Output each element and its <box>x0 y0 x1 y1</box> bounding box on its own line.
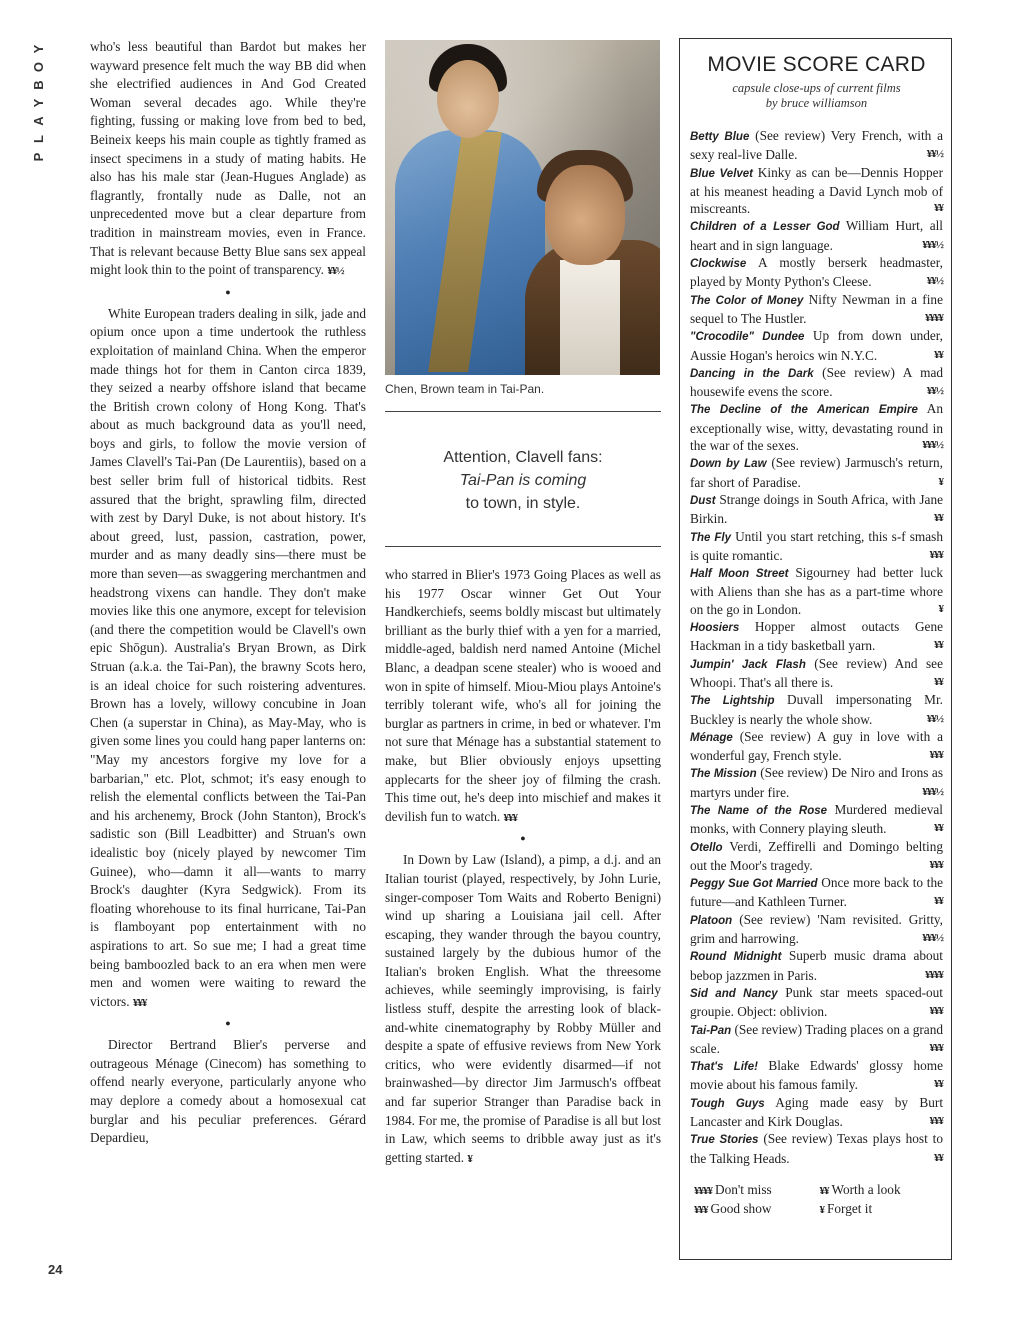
film-blurb: Aging made easy by Burt Lancaster and Kirk Douglas. <box>690 1094 944 1130</box>
score-card-entry <box>690 947 943 984</box>
score-card-entry <box>690 874 943 911</box>
article-paragraph: who's less beautiful than Bardot but makes her wayward presence felt much the way BB did when she electrified audiences in And God Created Woman several decades ago. While they're fighting, fussing or making love from bed to bed, Beineix keeps his main couple as tightly framed as insect specimens in a study of mating habits. He also has his male star (Jean-Hugues Anglade) as flagrantly, frontally nude as Dalle, not an unprecedented move but a clear departure from tradition in mainstream movies, even in France. That is relevant because Betty Blue sans sex appeal might look thin to the point of transparency. ¥¥½ <box>90 39 366 278</box>
photo-caption: Chen, Brown team in Tai-Pan. <box>385 382 545 396</box>
rating-stars: ¥¥ <box>934 639 943 652</box>
magazine-letter: B <box>31 80 46 90</box>
film-title: Round Midnight <box>690 951 782 964</box>
rating-stars: ¥¥½ <box>327 265 344 278</box>
film-title: The Color of Money <box>690 294 804 307</box>
article-paragraph: In Down by Law (Island), a pimp, a d.j. and an Italian tourist (played, respectively, by John Lurie, singer-composer Tom Waits and Roberto Benigni) wind up sharing a Louisiana jail cell. After escaping, they wander through the bayou country, sustained largely by the dubious humor of the Italian's broken English. What the threesome achieves, while seemingly improvising, is fairly listless stuff, despite the arresting look of black-and-white cinematography by Robby Müller and despite a spate of effusive reviews from New York critics, who were evidently disarmed—if not brainwashed—by director Jim Jarmusch's offbeat and far superior Stranger than Paradise back in 1984. For me, the promise of Paradise is all but lost in Law, which seems to dribble away just as it's getting started. ¥ <box>385 852 661 1165</box>
film-title: Platoon <box>690 914 733 927</box>
rating-stars: ¥ <box>938 602 943 615</box>
film-blurb: Kinky as can be—Dennis Hopper at his meanest heading a David Lynch mob of miscreants. <box>690 164 943 217</box>
film-blurb: (See review) Jarmusch's return, far short of Paradise. <box>690 455 943 490</box>
magazine-letter: L <box>31 135 46 143</box>
film-title: Sid and Nancy <box>690 987 778 1000</box>
film-title: Dancing in the Dark <box>690 367 814 380</box>
magazine-name-vertical <box>30 40 50 166</box>
film-title: Clockwise <box>690 258 747 271</box>
rating-stars: ¥¥¥ <box>132 996 147 1009</box>
rating-stars: ¥¥¥ <box>929 858 943 871</box>
rating-stars: ¥¥ <box>934 1078 943 1091</box>
rating-stars: ¥¥ <box>934 202 943 215</box>
film-title: That's Life! <box>690 1061 758 1074</box>
legend-label: Forget it <box>827 1200 873 1216</box>
score-card-entry <box>690 564 943 618</box>
film-blurb: (See review) And see Whoopi. That's all there is. <box>690 655 943 690</box>
film-blurb: (See review) A guy in love with a wonderful gay, French style. <box>690 728 944 764</box>
film-blurb: (See review) A mad housewife evens the score. <box>690 364 943 400</box>
film-blurb: William Hurt, all heart and in sign language. <box>690 218 943 253</box>
score-card-entry <box>690 400 943 454</box>
score-card-entry <box>690 454 943 491</box>
legend-label: Don't miss <box>715 1181 772 1197</box>
score-card-entry <box>690 327 943 364</box>
film-blurb: Blake Edwards' glossy home movie about his famous family. <box>690 1058 944 1093</box>
rating-stars: ¥¥¥ <box>929 749 943 762</box>
legend-item <box>820 1200 940 1219</box>
legend-symbol: ¥ <box>819 1203 824 1216</box>
film-title: Blue Velvet <box>690 167 754 180</box>
magazine-letter: Y <box>31 98 46 108</box>
film-blurb: An exceptionally wise, witty, devastating round in the war of the sexes. <box>690 401 944 454</box>
magazine-letter: A <box>31 116 46 126</box>
film-blurb: Superb music drama about bebop jazzmen in Paris. <box>690 948 943 983</box>
rating-stars: ¥¥¥ <box>929 1005 943 1018</box>
magazine-letter: O <box>31 61 46 73</box>
rating-stars: ¥¥¥ <box>929 1115 943 1128</box>
film-title: Down by Law <box>690 458 767 471</box>
article-column-middle <box>385 566 661 1168</box>
film-blurb: Verdi, Zeffirelli and Domingo belting out the Moor's tragedy. <box>690 838 943 873</box>
film-blurb: Punk star meets spaced-out groupie. Object: oblivion. <box>690 984 944 1020</box>
rating-stars: ¥¥½ <box>926 148 943 161</box>
film-blurb: Until you start retching, this s-f smash is quite romantic. <box>690 528 943 563</box>
film-blurb: (See review) 'Nam revisited. Gritty, grim and harrowing. <box>690 911 944 947</box>
film-title: Children of a Lesser God <box>690 221 840 234</box>
article-paragraph: White European traders dealing in silk, jade and opium once upon a time undertook the ruthless exploitation of mainland China. When the emperor made things hot for them in Canton circa 1839, they seized a nearby offshore island that became the British crown colony of Hong Kong. That's about as much background data as you'll need, boys and girls, to follow the movie version of James Clavell's Tai-Pan (De Laurentiis), based on a best seller brim full of historical tidbits. Rest assured that the bright, sprawling film, directed with zest by Daryl Duke, is not about history. It's about greed, lust, passion, castration, power, murder and as many deadly sins—there must be more than seven—as swaggering merchantmen and headstrong vixens can handle. They don't make movies like this one anymore, except for television (and there the competition would be Clavell's own epic Shōgun). Australia's Bryan Brown, as Dirk Struan (a.k.a. the Tai-Pan), the brawny Scots hero, is an ideal choice for such roistering adventures. Brown has a lovely, willowy concubine in Joan Chen (a superstar in China), as May-May, who is given some lines you could hang paper lanterns on: "May my ancestors forgive my love for a barbarian," etc. Plot, schmot; it's easy enough to relish the elemental conflicts between the Tai-Pan and his archenemy, Brock (John Stanton), Brock's sadistic son (Bill Leadbitter) and Struan's own idealistic boy (nicely played by newcomer Tim Guinee), who—damn it all—wants to marry Brock's daughter (Kyra Sedgwick). From its floating whorehouse to its final hurricane, Tai-Pan is flamboyant pop entertainment with no aspirations to art. So sue me; I had a great time being bamboozled back to an era when men were men and women were waiting to reward the victors. ¥¥¥ <box>90 305 366 1009</box>
film-title: The Lightship <box>690 695 775 708</box>
movie-score-card <box>679 38 952 1260</box>
rating-stars: ¥¥¥ <box>503 811 518 824</box>
rating-stars: ¥¥ <box>934 822 943 835</box>
film-blurb: (See review) De Niro and Irons as martyrs under fire. <box>690 765 944 800</box>
legend-label: Good show <box>710 1200 772 1216</box>
score-card-entry <box>690 801 943 838</box>
pull-quote: Attention, Clavell fans: Tai-Pan is coming to town, in style. <box>443 449 603 512</box>
article-paragraph: who starred in Blier's 1973 Going Places as well as his 1977 Oscar winner Get Out Your Handkerchiefs, seems boldly miscast but ultimately brilliant as the burly thief with a yen for a married, middle-aged, baldish nerd named Antoine (Michel Blanc, a deadpan scene stealer) who is wooed and won in spite of himself. Miou-Miou plays Antoine's terribly tolerant wife, who's all for joining the burglar as partners in crime, in bed or whatever. I'm not sure that Ménage has a substantial statement to make, but Blier obviously enjoys upsetting applecarts for the sheer joy of filming the crash. This time out, he's deep into mischief and makes it devilish fun to watch. ¥¥¥ <box>385 567 661 824</box>
score-card-entry <box>690 491 943 528</box>
film-title: Ménage <box>690 731 733 744</box>
score-card-byline: by bruce williamson <box>765 96 868 110</box>
page-number: 24 <box>48 1262 63 1277</box>
film-title: The Decline of the American Empire <box>690 404 918 417</box>
divider-rule <box>385 546 661 547</box>
score-card-entry <box>690 528 943 565</box>
score-card-title: MOVIE SCORE CARD <box>707 53 926 76</box>
score-card-entry <box>690 1021 943 1058</box>
legend-item <box>694 1200 814 1219</box>
film-blurb: (See review) Very French, with a sexy real-live Dalle. <box>690 128 943 163</box>
rating-stars: ¥ <box>467 1152 472 1165</box>
rating-stars: ¥¥½ <box>926 385 943 398</box>
legend-symbol: ¥¥ <box>819 1184 829 1197</box>
film-blurb: Murdered medieval monks, with Connery playing sleuth. <box>690 801 943 837</box>
film-title: Peggy Sue Got Married <box>690 878 818 891</box>
legend-symbol: ¥¥¥¥ <box>694 1184 712 1197</box>
score-card-entry <box>690 618 943 655</box>
rating-stars: ¥¥¥½ <box>922 238 943 251</box>
score-card-entry <box>690 1057 943 1094</box>
rating-stars: ¥ <box>938 475 943 488</box>
film-blurb: Hopper almost outacts Gene Hackman in a tidy basketball yarn. <box>690 619 943 654</box>
film-title: Otello <box>690 841 723 854</box>
legend-item <box>694 1181 814 1200</box>
score-card-entry <box>690 911 943 948</box>
rating-stars: ¥¥¥¥ <box>925 311 943 324</box>
rating-stars: ¥¥ <box>934 512 943 525</box>
rating-legend <box>694 1181 939 1219</box>
film-still-photo <box>385 40 660 375</box>
film-title: True Stories <box>690 1134 759 1147</box>
film-title: "Crocodile" Dundee <box>690 331 805 344</box>
score-card-entry <box>690 691 943 728</box>
film-title: Betty Blue <box>690 131 750 143</box>
film-title: Tai-Pan <box>690 1024 732 1037</box>
rating-stars: ¥¥ <box>934 895 943 908</box>
film-title: The Name of the Rose <box>690 804 828 817</box>
rating-stars: ¥¥ <box>934 1151 943 1164</box>
rating-stars: ¥¥¥ <box>929 548 943 561</box>
divider-rule <box>385 411 661 412</box>
film-blurb: Strange doings in South Africa, with Jane Birkin. <box>690 491 944 527</box>
score-card-entry <box>690 838 943 875</box>
film-blurb: Sigourney had better luck with Aliens than she has as a part-time whore on the go in London. <box>690 565 943 617</box>
film-blurb: Up from down under, Aussie Hogan's heroics win N.Y.C. <box>690 328 944 363</box>
section-bullet: ● <box>520 833 526 844</box>
legend-symbol: ¥¥¥ <box>694 1203 708 1216</box>
score-card-entry <box>690 127 943 164</box>
rating-stars: ¥¥¥½ <box>922 932 943 945</box>
section-bullet: ● <box>225 1018 231 1029</box>
film-blurb: Nifty Newman in a fine sequel to The Hustler. <box>690 291 943 326</box>
legend-item <box>820 1181 940 1200</box>
rating-stars: ¥¥¥½ <box>922 785 943 798</box>
rating-stars: ¥¥½ <box>926 275 943 288</box>
film-title: Half Moon Street <box>690 568 789 581</box>
score-card-entry <box>690 164 943 218</box>
film-blurb: (See review) Texas plays host to the Talking Heads. <box>690 1131 943 1166</box>
article-column-left <box>90 38 366 1148</box>
film-blurb: Duvall impersonating Mr. Buckley is nearly the whole show. <box>690 692 943 727</box>
rating-stars: ¥¥¥¥ <box>925 968 943 981</box>
legend-label: Worth a look <box>831 1181 901 1197</box>
film-title: Dust <box>690 494 716 507</box>
magazine-letter: P <box>31 152 46 162</box>
rating-stars: ¥¥½ <box>926 712 943 725</box>
film-blurb: (See review) Trading places on a grand scale. <box>690 1021 943 1056</box>
film-title: Hoosiers <box>690 622 740 635</box>
rating-stars: ¥¥ <box>934 348 943 361</box>
rating-stars: ¥¥ <box>934 675 943 688</box>
score-card-entry <box>690 655 943 692</box>
film-blurb: Once more back to the future—and Kathleen Turner. <box>690 875 943 910</box>
film-title: Tough Guys <box>690 1097 765 1110</box>
score-card-entry <box>690 1094 943 1131</box>
score-card-entry <box>690 291 943 328</box>
score-card-entry <box>690 1130 943 1167</box>
score-card-entry <box>690 764 943 801</box>
rating-stars: ¥¥¥ <box>929 1041 943 1054</box>
rating-stars: ¥¥¥½ <box>922 439 943 452</box>
film-title: The Fly <box>690 531 731 544</box>
score-card-entry <box>690 217 943 254</box>
article-paragraph: Director Bertrand Blier's perverse and outrageous Ménage (Cinecom) has something to offend nearly everyone, particularly anyone who may deplore a comedy about a homosexual cat burglar and his peculiar preferences. Gérard Depardieu, <box>90 1037 366 1146</box>
score-card-subtitle: capsule close-ups of current films <box>732 81 901 95</box>
film-title: The Mission <box>690 768 757 781</box>
score-card-entry <box>690 984 943 1021</box>
score-card-entry <box>690 728 943 765</box>
section-bullet: ● <box>225 286 231 297</box>
film-title: Jumpin' Jack Flash <box>690 658 806 671</box>
score-card-list <box>690 127 943 1167</box>
film-blurb: A mostly berserk headmaster, played by Monty Python's Cleese. <box>690 255 944 290</box>
score-card-entry <box>690 364 943 401</box>
score-card-entry <box>690 254 943 291</box>
magazine-letter: Y <box>31 44 46 54</box>
